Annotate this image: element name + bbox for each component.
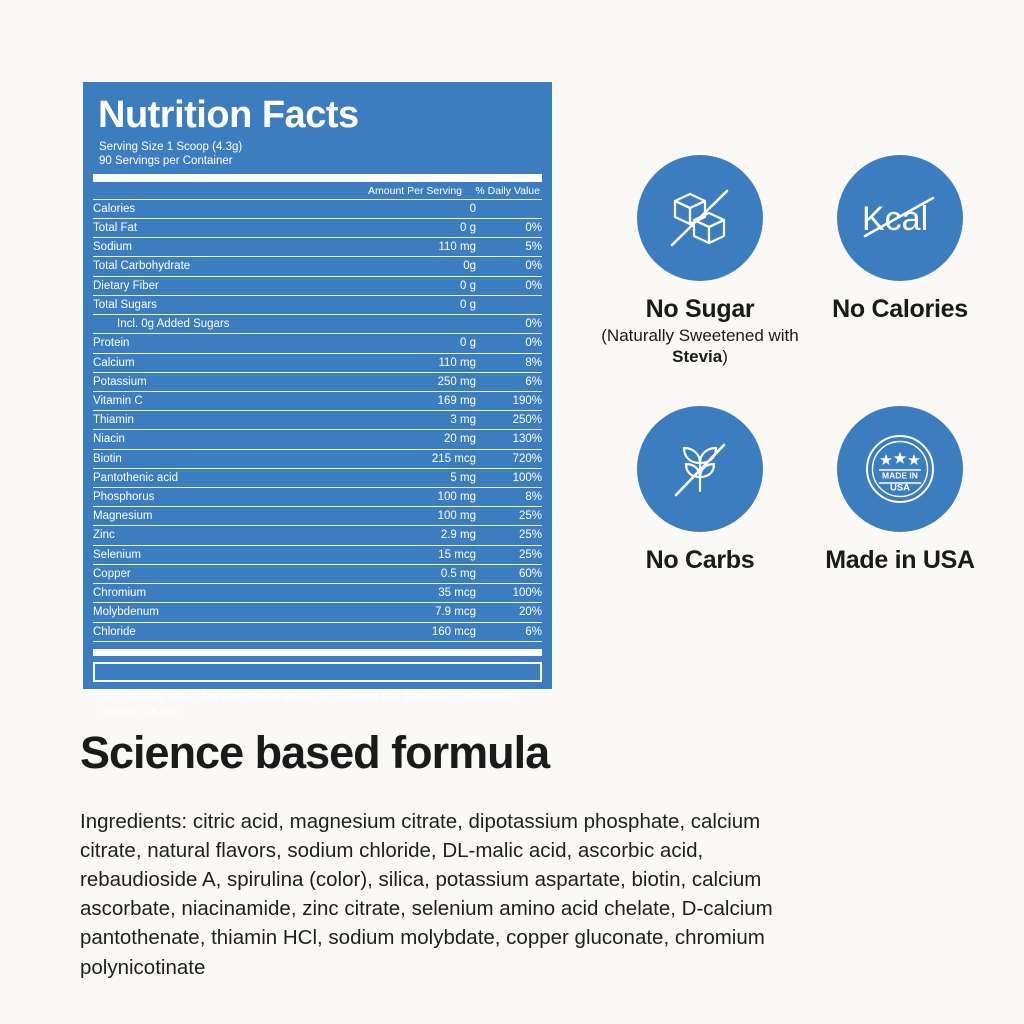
nutrition-row — [93, 622, 542, 641]
divider-thick-bottom — [93, 649, 542, 656]
nutrition-row — [93, 468, 542, 487]
badge-label: No Carbs — [645, 545, 755, 574]
nutrition-row — [93, 449, 542, 468]
nutrient-amount: 100 mg — [326, 488, 476, 507]
nutrient-name: Zinc — [93, 526, 326, 545]
nutrient-name: Thiamin — [93, 411, 326, 430]
nutrient-name: Molybdenum — [93, 603, 326, 622]
nutrient-amount: 35 mcg — [326, 584, 476, 603]
nutrient-amount: 2.9 mg — [326, 526, 476, 545]
nutrition-row — [93, 276, 542, 295]
nutrition-row — [93, 353, 542, 372]
column-header-amount: Amount Per Serving — [368, 184, 462, 197]
no-grain-icon — [664, 433, 736, 505]
seal-usa-text: USA — [889, 482, 911, 493]
made-in-usa-seal-icon — [856, 425, 944, 513]
badge-label: Made in USA — [825, 545, 975, 574]
nutrient-name: Magnesium — [93, 507, 326, 526]
nutrient-daily-value: 250% — [476, 411, 542, 430]
nutrient-name: Incl. 0g Added Sugars — [93, 315, 326, 334]
nutrition-row — [93, 430, 542, 449]
badge-sub-post: ) — [722, 347, 728, 367]
nutrient-amount: 0 g — [326, 295, 476, 314]
nutrient-daily-value: 25% — [476, 526, 542, 545]
nutrition-row — [93, 488, 542, 507]
nutrient-name: Copper — [93, 564, 326, 583]
badge-sub-bold: Stevia — [672, 347, 723, 367]
nutrition-row — [93, 564, 542, 583]
seal-made-in-text: MADE IN — [882, 470, 918, 480]
svg-text:Kcal: Kcal — [862, 200, 929, 238]
nutrient-amount: 15 mcg — [326, 545, 476, 564]
nutrition-row — [93, 411, 542, 430]
nutrient-daily-value — [476, 199, 542, 218]
nutrient-amount: 110 mg — [326, 238, 476, 257]
badge-circle — [637, 406, 763, 532]
nutrient-amount: 0g — [326, 257, 476, 276]
nutrient-name: Pantothenic acid — [93, 468, 326, 487]
nutrient-amount: 160 mcg — [326, 622, 476, 641]
nutrient-amount: 3 mg — [326, 411, 476, 430]
nutrition-row — [93, 334, 542, 353]
badge-no-sugar — [600, 155, 800, 368]
nutrient-amount: 7.9 mcg — [326, 603, 476, 622]
feature-badges — [600, 155, 1000, 574]
nutrient-daily-value: 60% — [476, 564, 542, 583]
badge-no-calories — [800, 155, 1000, 368]
nutrient-name: Chromium — [93, 584, 326, 603]
nutrition-facts-panel — [83, 82, 552, 718]
nutrient-daily-value: 20% — [476, 603, 542, 622]
nutrient-name: Vitamin C — [93, 391, 326, 410]
nutrient-amount — [326, 315, 476, 334]
badge-circle — [837, 155, 963, 281]
nutrient-name: Biotin — [93, 449, 326, 468]
nutrient-daily-value: 0% — [476, 276, 542, 295]
nutrient-daily-value: 0% — [476, 315, 542, 334]
science-section — [80, 727, 950, 982]
nutrition-row — [93, 295, 542, 314]
no-sugar-cubes-icon — [663, 183, 737, 253]
nutrition-row — [93, 545, 542, 564]
nutrient-daily-value — [476, 295, 542, 314]
nutrient-amount: 5 mg — [326, 468, 476, 487]
column-header-daily-value: % Daily Value — [475, 184, 540, 197]
serving-size: Serving Size 1 Scoop (4.3g) — [99, 141, 243, 153]
nutrition-row — [93, 238, 542, 257]
badge-made-in-usa — [800, 406, 1000, 574]
badge-sub-pre: (Naturally Sweetened with — [601, 326, 799, 345]
nutrient-name: Sodium — [93, 238, 326, 257]
badge-label: No Sugar — [645, 295, 755, 323]
nutrient-daily-value: 0% — [476, 334, 542, 353]
nutrient-amount: 169 mg — [326, 391, 476, 410]
badge-no-carbs — [600, 406, 800, 574]
nutrient-name: Phosphorus — [93, 488, 326, 507]
nutrition-row — [93, 372, 542, 391]
nutrient-daily-value: 25% — [476, 545, 542, 564]
badge-circle — [637, 155, 763, 281]
nutrient-amount: 250 mg — [326, 372, 476, 391]
nutrition-row — [93, 257, 542, 276]
nutrient-amount: 215 mcg — [326, 449, 476, 468]
nutrient-name: Total Sugars — [93, 295, 326, 314]
nutrition-row — [93, 315, 542, 334]
nutrient-amount: 0 g — [326, 334, 476, 353]
nutrient-daily-value: 100% — [476, 584, 542, 603]
nutrient-daily-value: 720% — [476, 449, 542, 468]
nutrition-footnote: DV = % Daily Value. Not a significant source of Saturated Fat, Trans Fat, Cholesterol. Vitamin D & Iron. — [100, 690, 516, 718]
nutrient-amount: 0 — [326, 199, 476, 218]
nutrient-daily-value: 0% — [476, 218, 542, 237]
nutrition-row — [93, 199, 542, 218]
nutrition-row — [93, 218, 542, 237]
nutrient-amount: 100 mg — [326, 507, 476, 526]
nutrition-facts-title: Nutrition Facts — [98, 94, 359, 136]
nutrient-name: Protein — [93, 334, 326, 353]
nutrition-row — [93, 603, 542, 622]
nutrient-name: Total Fat — [93, 218, 326, 237]
nutrition-column-headers — [93, 182, 542, 199]
nutrition-table — [93, 199, 542, 642]
nutrient-daily-value: 100% — [476, 468, 542, 487]
nutrient-name: Dietary Fiber — [93, 276, 326, 295]
nutrition-row — [93, 584, 542, 603]
ingredients-text: Ingredients: citric acid, magnesium citrate, dipotassium phosphate, calcium citrate, natural flavors, sodium chloride, DL-malic acid, ascorbic acid, rebaudioside A, spirulina (color), silica, potassium aspartate, biotin, calcium ascorbate, niacinamide, zinc citrate, selenium amino acid chelate, D-calcium pantothenate, thiamin HCl, sodium molybdate, copper gluconate, chromium polynicotinate — [80, 810, 773, 979]
nutrient-amount: 0.5 mg — [326, 564, 476, 583]
nutrient-name: Calcium — [93, 353, 326, 372]
nutrient-daily-value: 6% — [476, 622, 542, 641]
nutrient-amount: 110 mg — [326, 353, 476, 372]
nutrient-daily-value: 5% — [476, 238, 542, 257]
nutrient-name: Chloride — [93, 622, 326, 641]
badge-label: No Calories — [832, 295, 968, 323]
servings-per-container: 90 Servings per Container — [99, 155, 233, 168]
nutrient-name: Potassium — [93, 372, 326, 391]
nutrient-daily-value: 8% — [476, 488, 542, 507]
nutrition-row — [93, 526, 542, 545]
nutrition-row — [93, 391, 542, 410]
nutrient-daily-value: 8% — [476, 353, 542, 372]
nutrient-name: Total Carbohydrate — [93, 257, 326, 276]
nutrient-daily-value: 25% — [476, 507, 542, 526]
nutrient-amount: 0 g — [326, 218, 476, 237]
science-heading: Science based formula — [80, 727, 550, 778]
divider-thick-top — [93, 174, 542, 182]
nutrient-daily-value: 0% — [476, 257, 542, 276]
nutrient-amount: 20 mg — [326, 430, 476, 449]
badge-circle — [837, 406, 963, 532]
nutrient-name: Calories — [93, 199, 326, 218]
badge-sublabel — [600, 325, 800, 368]
no-kcal-icon — [857, 188, 943, 248]
blank-bar — [93, 662, 542, 682]
nutrient-daily-value: 190% — [476, 391, 542, 410]
nutrition-row — [93, 507, 542, 526]
nutrient-name: Niacin — [93, 430, 326, 449]
nutrient-daily-value: 6% — [476, 372, 542, 391]
nutrient-daily-value: 130% — [476, 430, 542, 449]
nutrient-name: Selenium — [93, 545, 326, 564]
nutrient-amount: 0 g — [326, 276, 476, 295]
